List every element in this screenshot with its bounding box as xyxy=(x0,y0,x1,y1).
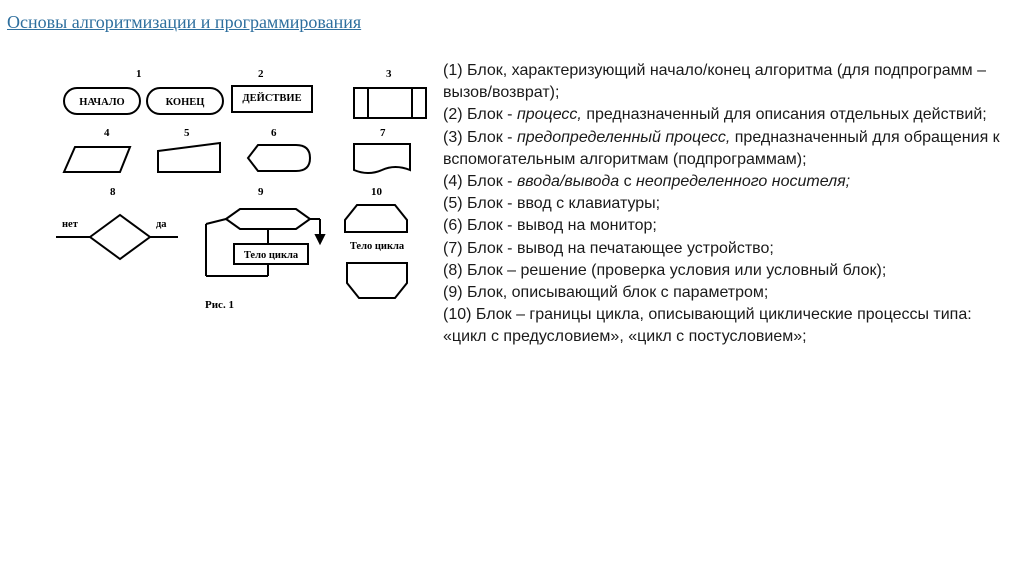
document-block xyxy=(354,144,410,173)
description-term: ввода/вывода xyxy=(516,173,620,191)
block-descriptions xyxy=(443,60,1003,349)
slide-title: Основы алгоритмизации и программирования xyxy=(7,12,362,32)
description-term: предопределенный процесс, xyxy=(516,128,731,146)
description-item-10 xyxy=(443,304,1003,348)
description-item-4 xyxy=(443,171,1003,193)
description-text: (7) Блок - вывод на печатающее устройство; xyxy=(443,239,774,257)
description-text: (4) Блок - xyxy=(443,173,517,191)
description-text: предназначенный для описания отдельных действий; xyxy=(581,106,987,124)
block-number-1: 1 xyxy=(136,68,142,80)
description-item-2 xyxy=(443,104,1003,126)
description-term: неопределенного носителя; xyxy=(636,173,851,191)
description-text: (6) Блок - вывод на монитор; xyxy=(443,217,657,235)
description-text: предназначенный для обращения к вспомогательным алгоритмам (подпрограммам); xyxy=(443,128,1000,168)
yes-label: да xyxy=(156,219,167,230)
description-text: (2) Блок - xyxy=(443,106,517,124)
end-label: КОНЕЦ xyxy=(165,97,205,108)
display-block xyxy=(248,145,310,171)
block-number-6: 6 xyxy=(271,127,277,139)
no-label: нет xyxy=(62,219,78,230)
block-number-4: 4 xyxy=(104,127,110,139)
loop-body-label-9: Тело цикла xyxy=(243,250,299,261)
loop-end-block xyxy=(347,263,407,298)
description-text: (9) Блок, описывающий блок с параметром; xyxy=(443,284,769,302)
description-item-5 xyxy=(443,193,1003,215)
description-item-3 xyxy=(443,127,1003,171)
description-text: (10) Блок – границы цикла, описывающий циклические процессы типа: «цикл с предусловием», «цикл с постусловием»; xyxy=(443,306,972,346)
description-item-6 xyxy=(443,215,1003,237)
description-text: (5) Блок - ввод с клавиатуры; xyxy=(443,195,661,213)
loop-body-label-10: Тело цикла xyxy=(349,241,405,252)
description-term: процесс, xyxy=(516,106,582,124)
io-parallelogram-block xyxy=(64,147,130,172)
block-number-2: 2 xyxy=(258,68,264,80)
block-number-7: 7 xyxy=(380,127,386,139)
description-text: с xyxy=(619,173,637,191)
description-text: (3) Блок - xyxy=(443,128,517,146)
block-number-10: 10 xyxy=(371,186,382,198)
figure-caption: Рис. 1 xyxy=(205,299,234,311)
description-item-9 xyxy=(443,282,1003,304)
flowchart-figure xyxy=(0,0,440,330)
predefined-process-block xyxy=(354,88,426,118)
loop-parameter-block xyxy=(206,209,324,276)
loop-begin-block xyxy=(345,205,407,232)
block-number-9: 9 xyxy=(258,186,264,198)
action-label: ДЕЙСТВИЕ xyxy=(242,93,302,104)
block-number-5: 5 xyxy=(184,127,190,139)
description-text: (8) Блок – решение (проверка условия или условный блок); xyxy=(443,261,887,279)
start-label: НАЧАЛО xyxy=(79,97,125,108)
block-number-8: 8 xyxy=(110,186,116,198)
description-item-8 xyxy=(443,260,1003,282)
description-item-1 xyxy=(443,60,1003,104)
description-item-7 xyxy=(443,238,1003,260)
description-text: (1) Блок, характеризующий начало/конец алгоритма (для подпрограмм – вызов/возврат); xyxy=(443,62,986,102)
keyboard-input-block xyxy=(158,143,220,172)
block-number-3: 3 xyxy=(386,68,392,80)
